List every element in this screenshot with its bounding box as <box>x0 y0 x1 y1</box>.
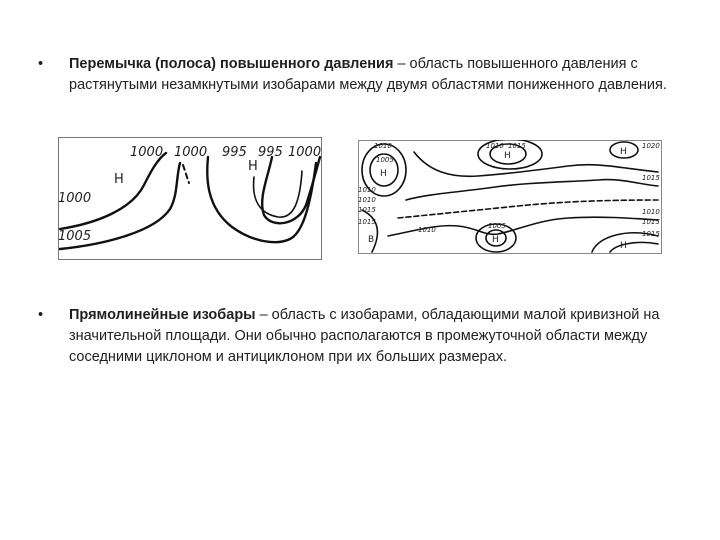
low-pressure-mark: Н <box>492 235 499 245</box>
isobar-label: 1000 <box>130 145 164 160</box>
bullet-marker: • <box>38 56 44 72</box>
term-straight-isobars: Прямолинейные изобары <box>69 307 256 323</box>
isobar-label: 995 <box>258 145 283 160</box>
low-pressure-mark: Н <box>114 172 124 187</box>
isobar-label: 1015 <box>642 174 660 182</box>
bullet-marker: • <box>38 307 44 323</box>
isobar-label: 1010 <box>358 196 376 204</box>
isobar-label: 1015 <box>642 218 660 226</box>
low-pressure-mark: Н <box>248 159 258 174</box>
isobar-label: 1000 <box>58 191 92 206</box>
definition-ridge: – область повышенного давления с растянутыми незамкнутыми изобарами между двумя областями пониженного давления. <box>69 56 667 93</box>
low-pressure-mark: Н <box>380 169 387 179</box>
isobar-line <box>254 171 302 217</box>
isobar-label: 1005 <box>376 156 394 164</box>
low-pressure-mark: Н <box>620 147 627 157</box>
isobar-label: 1015 <box>358 218 376 226</box>
isobar-label: 1000 <box>288 145 322 160</box>
isobar-label: 1010 <box>374 142 392 150</box>
isobar-map-straight-drawing <box>358 140 662 254</box>
isobar-label: 1010 <box>642 208 660 216</box>
isobar-label: 1005 <box>58 229 92 244</box>
isobar-line <box>362 210 377 252</box>
isobar-label: 1000 <box>174 145 208 160</box>
isobar-line <box>610 242 658 252</box>
isobar-map-ridge-drawing <box>58 137 322 260</box>
isobar-line <box>398 200 658 218</box>
isobar-line <box>406 180 658 200</box>
isobar-label: 1010 <box>358 186 376 194</box>
definition-straight-isobars: – область с изобарами, обладающими малой кривизной на значительной площади. Они обычно располагаются в промежуточной области между соседними циклоном и антициклоном при их больших размерах. <box>69 307 660 365</box>
isobar-label: 1005 <box>488 222 506 230</box>
isobar-map-ridge <box>58 137 322 260</box>
isobar-label: 1010 <box>418 226 436 234</box>
isobar-map-straight <box>358 140 662 254</box>
term-ridge: Перемычка (полоса) повышенного давления <box>69 56 394 72</box>
isobar-label: 1020 <box>642 142 660 150</box>
isobar-label: 1015 <box>508 142 526 150</box>
bullet-straight-isobars-text <box>69 305 709 368</box>
low-pressure-mark: Н <box>620 241 627 251</box>
isobar-label: 1015 <box>358 206 376 214</box>
isobar-label: 1010 <box>486 142 504 150</box>
bullet-ridge-text <box>69 54 689 96</box>
low-pressure-mark: Н <box>504 151 511 161</box>
ridge-axis-line <box>183 165 189 183</box>
isobar-label: 1015 <box>642 230 660 238</box>
isobar-label: 995 <box>222 145 247 160</box>
high-pressure-mark: В <box>368 235 375 245</box>
